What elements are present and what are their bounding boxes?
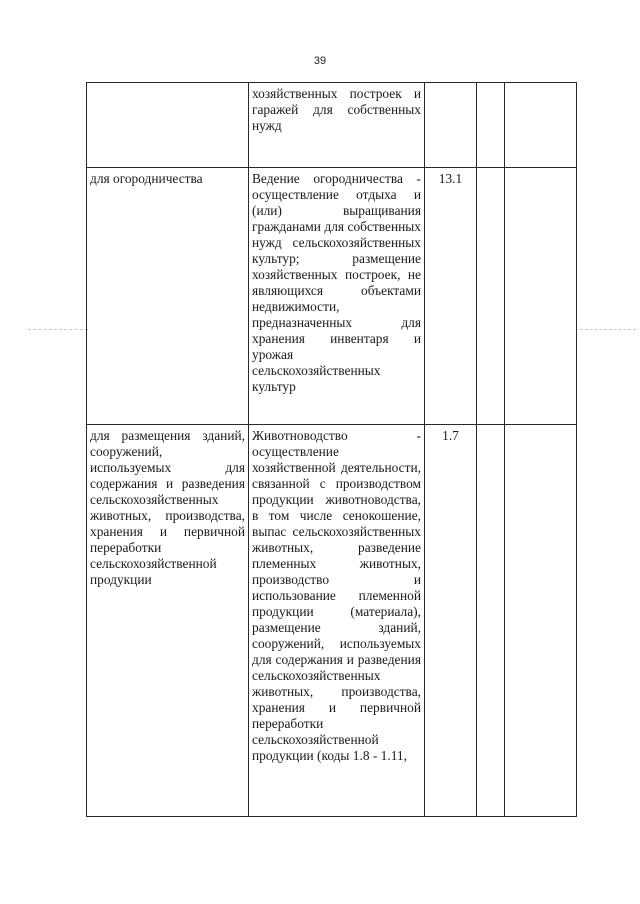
document-table <box>86 82 577 817</box>
cell-empty <box>477 425 505 817</box>
cell-empty <box>505 425 577 817</box>
scan-artifact-left <box>28 329 88 331</box>
cell-empty <box>477 83 505 168</box>
cell-empty <box>477 168 505 425</box>
page-number: 39 <box>313 55 327 67</box>
cell-empty <box>505 83 577 168</box>
cell-description: Ведение огородничества - осуществление отдыха и (или) выращивания гражданами для собственных нужд сельскохозяйственных культур; размещение хозяйственных построек, не являющихся объектами недвижимости, предназначенных для хранения инвентаря и урожая сельскохозяйственных культур <box>249 168 425 425</box>
cell-name: для размещения зданий, сооружений, используемых для содержания и разведения сельскохозяйственных животных, производства, хранения и первичной переработки сельскохозяйственной продукции <box>87 425 249 817</box>
cell-code <box>425 83 477 168</box>
cell-name <box>87 83 249 168</box>
cell-code: 1.7 <box>425 425 477 817</box>
table-row <box>87 425 577 817</box>
scan-artifact-right <box>580 329 636 331</box>
cell-code: 13.1 <box>425 168 477 425</box>
cell-empty <box>505 168 577 425</box>
table-row <box>87 83 577 168</box>
table-row <box>87 168 577 425</box>
cell-description: хозяйственных построек и гаражей для собственных нужд <box>249 83 425 168</box>
cell-name: для огородничества <box>87 168 249 425</box>
cell-description: Животноводство - осуществление хозяйственной деятельности, связанной с производством продукции животноводства, в том числе сенокошение, выпас сельскохозяйственных животных, разведение племенных животных, производство и использование племенной продукции (материала), размещение зданий, сооружений, используемых для содержания и разведения сельскохозяйственных животных, производства, хранения и первичной переработки сельскохозяйственной продукции (коды 1.8 - 1.11, <box>249 425 425 817</box>
